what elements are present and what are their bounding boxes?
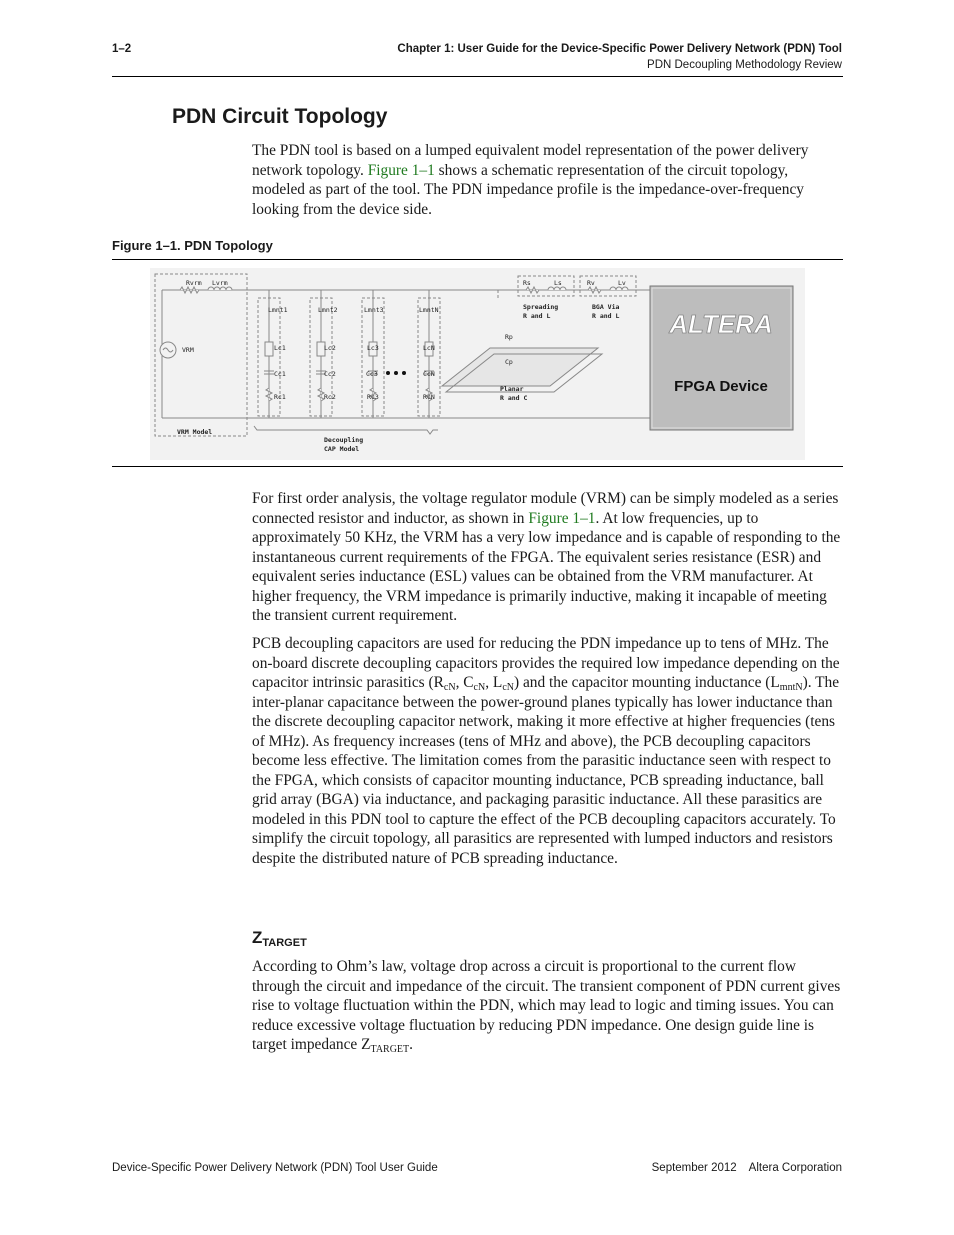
bga-label-1: BGA Via: [592, 303, 620, 311]
p3-text-1: PCB decoupling capacitors are used for reducing the PDN impedance up to tens of MHz. The on-board discrete decoupling capacitors provides the required low impedance depending on the capacitor intrinsic parasitics (R: [252, 635, 840, 691]
pdn-topology-schematic: [150, 268, 805, 460]
cap1-c-label: Cc1: [274, 370, 286, 378]
running-header-chapter: Chapter 1: User Guide for the Device-Specific Power Delivery Network (PDN) Tool: [397, 43, 842, 55]
footer-date: September 2012: [651, 1162, 737, 1174]
p3-sub-4: mntN: [779, 682, 803, 693]
p4-sub-1: TARGET: [370, 1044, 410, 1055]
p3-text-5: ). The inter-planar capacitance between the power-ground planes typically has lower inductance than the discrete decoupling capacitor network, making it more effective at higher frequencies (tens of MHz). As frequency increases (tens of MHz and above), the PCB decoupling capacitors become less effective. The limitation comes from the parasitic inductance seen with respect to the FPGA, which consists of capacitor mounting inductance, PCB spreading inductance, ball grid array (BGA) via inductance, and packaging parasitic inductance. All these parasitics are modeled in this PDN tool to capture the effect of the PCB decoupling capacitors accurately. To simplify the circuit topology, all parasitics are represented with lumped inductors and resistors despite the distributed nature of PCB spreading inductance.: [252, 674, 840, 867]
section-title: PDN Circuit Topology: [172, 105, 388, 128]
p3-text-4: ) and the capacitor mounting inductance (L: [513, 674, 780, 691]
decap-model-label-2: CAP Model: [324, 445, 360, 453]
intro-text-1: The PDN tool is based on a lumped equivalent model representation of the power delivery network topology.: [252, 142, 809, 179]
intro-text-2: shows a schematic representation of the circuit topology, modeled as part of the tool. The PDN impedance profile is the impedance-over-frequency looking from the device side.: [252, 161, 804, 218]
spreading-label-1: Spreading: [523, 303, 559, 311]
cap1-l-label: Lc1: [274, 344, 286, 352]
cap3-c-label: Cc3: [366, 370, 378, 378]
p3-sub-1: cN: [443, 682, 456, 693]
altera-logo: ALTERA: [669, 309, 773, 339]
p3-text-3: , L: [485, 674, 503, 691]
cap1-lmnt-label: Lmnt1: [268, 306, 288, 314]
vrm-source-label: VRM: [182, 346, 194, 354]
spreading-label-2: R and L: [523, 312, 551, 320]
rp-label: Rp: [505, 333, 513, 341]
capN-lmnt-label: LmntN: [419, 306, 439, 314]
lv-label: Lv: [618, 279, 626, 287]
planar-label-2: R and C: [500, 394, 528, 402]
decoupling-paragraph: [252, 634, 844, 868]
cap3-l-label: Lc3: [367, 344, 379, 352]
p4-text-1: According to Ohm’s law, voltage drop across a circuit is proportional to the current flow through the circuit and impedance of the circuit. The transient component of PDN current gives rise to voltage fluctuation within the PDN, which may lead to logic and timing issues. You can reduce excessive voltage fluctuation by reducing PDN impedance. One design guide line is target impedance Z: [252, 958, 841, 1053]
footer-doc-title: Device-Specific Power Delivery Network (PDN) Tool User Guide: [112, 1162, 438, 1174]
decap-model-label-1: Decoupling: [324, 436, 364, 444]
lvrm-label: Lvrm: [212, 279, 228, 287]
rv-label: Rv: [587, 279, 595, 287]
capN-l-label: LcN: [423, 344, 435, 352]
intro-paragraph: [252, 141, 844, 219]
rvrm-label: Rvrm: [186, 279, 202, 287]
capN-r-label: RcN: [423, 393, 435, 401]
p4-text-2: .: [409, 1036, 414, 1053]
header-rule: [112, 76, 843, 77]
footer-company: Altera Corporation: [748, 1162, 842, 1174]
p3-sub-2: cN: [473, 682, 486, 693]
bga-label-2: R and L: [592, 312, 620, 320]
vrm-model-label: VRM Model: [177, 428, 213, 436]
rs-label: Rs: [523, 279, 531, 287]
running-header-section: PDN Decoupling Methodology Review: [647, 59, 842, 71]
cap2-c-label: Cc2: [324, 370, 336, 378]
figure-link-2[interactable]: Figure 1–1: [528, 509, 596, 527]
ztarget-paragraph: [252, 957, 844, 1055]
fpga-device-block: [650, 286, 793, 430]
p2-text-1: For first order analysis, the voltage regulator module (VRM) can be simply modeled as a series connected resistor and inductor, as shown in: [252, 490, 839, 527]
cap3-lmnt-label: Lmnt3: [364, 306, 384, 314]
ztarget-sub: TARGET: [262, 937, 307, 949]
ztarget-heading: [252, 928, 307, 949]
cap2-l-label: Lc2: [324, 344, 336, 352]
vrm-paragraph: [252, 489, 844, 626]
cap2-lmnt-label: Lmnt2: [318, 306, 338, 314]
figure-link[interactable]: Figure 1–1: [367, 161, 435, 179]
figure-caption: Figure 1–1. PDN Topology: [112, 238, 273, 253]
p3-text-2: , C: [455, 674, 474, 691]
figure-rule-bottom: [112, 466, 843, 467]
footer-right: [652, 1162, 842, 1174]
cap1-r-label: Rc1: [274, 393, 286, 401]
ls-label: Ls: [554, 279, 562, 287]
cap3-r-label: Rc3: [367, 393, 379, 401]
figure-rule-top: [112, 259, 843, 260]
ellipsis-dots: [386, 371, 406, 375]
cp-label: Cp: [505, 358, 513, 366]
fpga-device-label: FPGA Device: [674, 378, 768, 395]
capN-c-label: CcN: [423, 370, 435, 378]
cap2-r-label: Rc2: [324, 393, 336, 401]
ztarget-z: Z: [252, 928, 263, 947]
planar-label-1: Planar: [500, 385, 524, 393]
p3-sub-3: cN: [502, 682, 514, 693]
page-number: 1–2: [112, 43, 132, 55]
p2-text-2: . At low frequencies, up to approximately 50 KHz, the VRM has a very low impedance and is capable of responding to the instantaneous current requirements of the FPGA. The equivalent series resistance (ESR) and equivalent series inductance (ESL) values can be obtained from the VRM manufacturer. At higher frequency, the VRM impedance is primarily inductive, making it incapable of meeting the transient current requirement.: [252, 509, 841, 624]
